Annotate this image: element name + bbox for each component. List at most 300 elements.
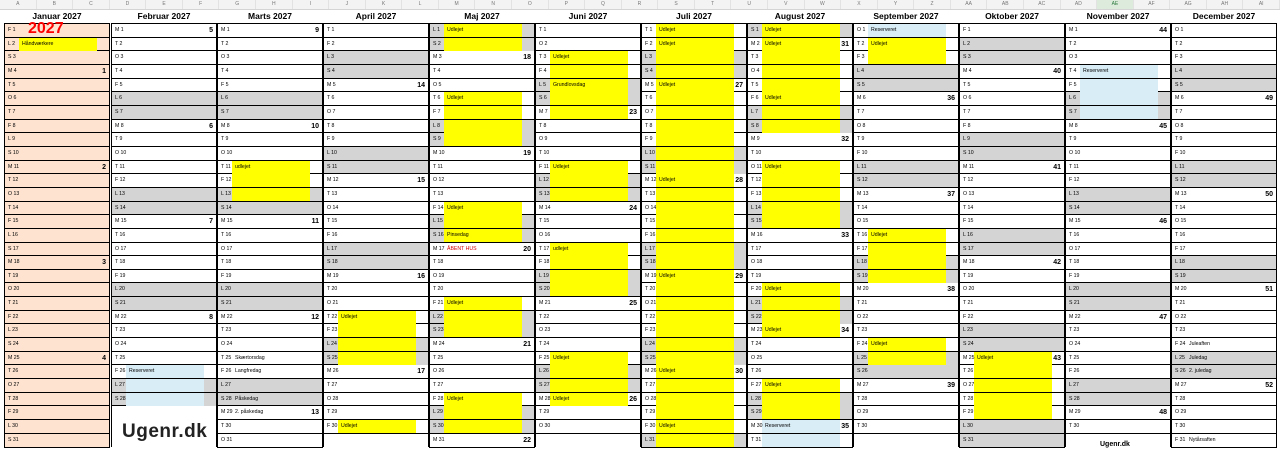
day-row[interactable] xyxy=(748,51,852,65)
day-row[interactable] xyxy=(960,338,1064,352)
column-header-U[interactable]: U xyxy=(731,0,768,9)
day-row[interactable] xyxy=(5,92,109,106)
day-row[interactable] xyxy=(324,92,428,106)
day-row[interactable] xyxy=(430,133,534,147)
day-row[interactable] xyxy=(854,393,958,407)
day-row[interactable] xyxy=(1066,147,1170,161)
day-row[interactable] xyxy=(960,406,1064,420)
day-row[interactable] xyxy=(430,65,534,79)
day-row[interactable] xyxy=(960,215,1064,229)
day-row[interactable] xyxy=(854,133,958,147)
day-row[interactable] xyxy=(430,283,534,297)
day-row[interactable] xyxy=(112,324,216,338)
day-row[interactable] xyxy=(960,188,1064,202)
day-row[interactable] xyxy=(1172,24,1276,38)
day-row[interactable] xyxy=(642,174,746,188)
column-header-M[interactable]: M xyxy=(439,0,476,9)
day-row[interactable] xyxy=(1066,92,1170,106)
day-row[interactable] xyxy=(854,92,958,106)
day-row[interactable] xyxy=(430,202,534,216)
day-row[interactable] xyxy=(748,161,852,175)
day-row[interactable] xyxy=(854,324,958,338)
day-row[interactable] xyxy=(748,174,852,188)
column-header-AG[interactable]: AG xyxy=(1170,0,1207,9)
day-row[interactable] xyxy=(536,338,640,352)
column-header-O[interactable]: O xyxy=(512,0,549,9)
day-row[interactable] xyxy=(1172,147,1276,161)
day-row[interactable] xyxy=(430,297,534,311)
day-row[interactable] xyxy=(430,406,534,420)
day-row[interactable] xyxy=(960,243,1064,257)
day-row[interactable] xyxy=(218,24,322,38)
day-row[interactable] xyxy=(1066,202,1170,216)
day-row[interactable] xyxy=(1172,434,1276,448)
day-row[interactable] xyxy=(324,256,428,270)
day-row[interactable] xyxy=(5,174,109,188)
day-row[interactable] xyxy=(642,365,746,379)
column-header-D[interactable]: D xyxy=(110,0,147,9)
day-row[interactable] xyxy=(1066,161,1170,175)
day-row[interactable] xyxy=(430,215,534,229)
column-header-X[interactable]: X xyxy=(841,0,878,9)
column-header-K[interactable]: K xyxy=(366,0,403,9)
day-row[interactable] xyxy=(748,297,852,311)
day-row[interactable] xyxy=(748,311,852,325)
day-row[interactable] xyxy=(1066,311,1170,325)
day-row[interactable] xyxy=(642,352,746,366)
day-row[interactable] xyxy=(1066,270,1170,284)
day-row[interactable] xyxy=(854,283,958,297)
day-row[interactable] xyxy=(536,202,640,216)
day-row[interactable] xyxy=(324,120,428,134)
day-row[interactable] xyxy=(536,256,640,270)
day-row[interactable] xyxy=(536,24,640,38)
day-row[interactable] xyxy=(960,283,1064,297)
day-row[interactable] xyxy=(430,393,534,407)
day-row[interactable] xyxy=(430,324,534,338)
day-row[interactable] xyxy=(642,188,746,202)
day-row[interactable] xyxy=(324,65,428,79)
day-row[interactable] xyxy=(536,120,640,134)
day-row[interactable] xyxy=(536,188,640,202)
column-header-R[interactable]: R xyxy=(622,0,659,9)
day-row[interactable] xyxy=(748,188,852,202)
day-row[interactable] xyxy=(324,79,428,93)
day-row[interactable] xyxy=(854,79,958,93)
day-row[interactable] xyxy=(748,65,852,79)
day-row[interactable] xyxy=(536,420,640,434)
day-row[interactable] xyxy=(748,406,852,420)
day-row[interactable] xyxy=(748,24,852,38)
day-row[interactable] xyxy=(218,229,322,243)
day-row[interactable] xyxy=(112,51,216,65)
day-row[interactable] xyxy=(218,174,322,188)
day-row[interactable] xyxy=(324,283,428,297)
column-header-F[interactable]: F xyxy=(183,0,220,9)
day-row[interactable] xyxy=(218,147,322,161)
day-row[interactable] xyxy=(430,24,534,38)
day-row[interactable] xyxy=(536,106,640,120)
day-row[interactable] xyxy=(1066,65,1170,79)
day-row[interactable] xyxy=(5,352,109,366)
column-header-AF[interactable]: AF xyxy=(1134,0,1171,9)
day-row[interactable] xyxy=(324,352,428,366)
day-row[interactable] xyxy=(1172,352,1276,366)
day-row[interactable] xyxy=(1172,161,1276,175)
day-row[interactable] xyxy=(112,338,216,352)
day-row[interactable] xyxy=(324,243,428,257)
day-row[interactable] xyxy=(1172,215,1276,229)
day-row[interactable] xyxy=(112,393,216,407)
day-row[interactable] xyxy=(536,297,640,311)
day-row[interactable] xyxy=(112,256,216,270)
day-row[interactable] xyxy=(642,215,746,229)
day-row[interactable] xyxy=(430,188,534,202)
day-row[interactable] xyxy=(324,106,428,120)
day-row[interactable] xyxy=(536,311,640,325)
day-row[interactable] xyxy=(1172,38,1276,52)
day-row[interactable] xyxy=(218,256,322,270)
day-row[interactable] xyxy=(960,79,1064,93)
day-row[interactable] xyxy=(1066,229,1170,243)
day-row[interactable] xyxy=(536,38,640,52)
day-row[interactable] xyxy=(1172,174,1276,188)
day-row[interactable] xyxy=(112,202,216,216)
day-row[interactable] xyxy=(748,79,852,93)
day-row[interactable] xyxy=(430,256,534,270)
day-row[interactable] xyxy=(960,174,1064,188)
day-row[interactable] xyxy=(748,283,852,297)
day-row[interactable] xyxy=(430,420,534,434)
day-row[interactable] xyxy=(536,434,640,448)
column-header-L[interactable]: L xyxy=(402,0,439,9)
day-row[interactable] xyxy=(536,174,640,188)
day-row[interactable] xyxy=(1066,133,1170,147)
day-row[interactable] xyxy=(324,174,428,188)
day-row[interactable] xyxy=(960,379,1064,393)
day-row[interactable] xyxy=(1172,133,1276,147)
day-row[interactable] xyxy=(1066,24,1170,38)
day-row[interactable] xyxy=(536,92,640,106)
day-row[interactable] xyxy=(642,324,746,338)
day-row[interactable] xyxy=(324,338,428,352)
day-row[interactable] xyxy=(960,106,1064,120)
column-header-AB[interactable]: AB xyxy=(987,0,1024,9)
day-row[interactable] xyxy=(324,147,428,161)
column-header-P[interactable]: P xyxy=(549,0,586,9)
day-row[interactable] xyxy=(960,24,1064,38)
day-row[interactable] xyxy=(748,338,852,352)
day-row[interactable] xyxy=(112,174,216,188)
day-row[interactable] xyxy=(854,365,958,379)
day-row[interactable] xyxy=(854,270,958,284)
day-row[interactable] xyxy=(430,229,534,243)
day-row[interactable] xyxy=(5,229,109,243)
day-row[interactable] xyxy=(748,215,852,229)
day-row[interactable] xyxy=(642,161,746,175)
day-row[interactable] xyxy=(642,92,746,106)
day-row[interactable] xyxy=(218,215,322,229)
day-row[interactable] xyxy=(536,215,640,229)
day-row[interactable] xyxy=(1172,243,1276,257)
day-row[interactable] xyxy=(854,147,958,161)
day-row[interactable] xyxy=(536,270,640,284)
day-row[interactable] xyxy=(430,243,534,257)
day-row[interactable] xyxy=(430,365,534,379)
day-row[interactable] xyxy=(430,434,534,448)
day-row[interactable] xyxy=(218,92,322,106)
day-row[interactable] xyxy=(112,106,216,120)
column-header-AD[interactable]: AD xyxy=(1061,0,1098,9)
day-row[interactable] xyxy=(1172,420,1276,434)
day-row[interactable] xyxy=(960,352,1064,366)
column-header-AH[interactable]: AH xyxy=(1207,0,1244,9)
day-row[interactable] xyxy=(430,120,534,134)
day-row[interactable] xyxy=(642,393,746,407)
day-row[interactable] xyxy=(642,65,746,79)
column-header-A[interactable]: A xyxy=(0,0,37,9)
day-row[interactable] xyxy=(5,38,109,52)
day-row[interactable] xyxy=(218,106,322,120)
column-header-G[interactable]: G xyxy=(219,0,256,9)
day-row[interactable] xyxy=(642,51,746,65)
day-row[interactable] xyxy=(536,79,640,93)
day-row[interactable] xyxy=(218,202,322,216)
day-row[interactable] xyxy=(1172,188,1276,202)
day-row[interactable] xyxy=(324,133,428,147)
day-row[interactable] xyxy=(324,38,428,52)
day-row[interactable] xyxy=(642,297,746,311)
day-row[interactable] xyxy=(218,120,322,134)
day-row[interactable] xyxy=(1172,229,1276,243)
column-header-H[interactable]: H xyxy=(256,0,293,9)
day-row[interactable] xyxy=(642,283,746,297)
column-header-V[interactable]: V xyxy=(768,0,805,9)
day-row[interactable] xyxy=(960,51,1064,65)
day-row[interactable] xyxy=(218,365,322,379)
day-row[interactable] xyxy=(430,106,534,120)
day-row[interactable] xyxy=(430,92,534,106)
day-row[interactable] xyxy=(1066,324,1170,338)
day-row[interactable] xyxy=(1066,106,1170,120)
day-row[interactable] xyxy=(112,188,216,202)
day-row[interactable] xyxy=(5,297,109,311)
day-row[interactable] xyxy=(642,38,746,52)
day-row[interactable] xyxy=(748,120,852,134)
day-row[interactable] xyxy=(960,297,1064,311)
day-row[interactable] xyxy=(1172,297,1276,311)
day-row[interactable] xyxy=(642,120,746,134)
day-row[interactable] xyxy=(960,92,1064,106)
day-row[interactable] xyxy=(1172,324,1276,338)
column-header-E[interactable]: E xyxy=(146,0,183,9)
day-row[interactable] xyxy=(854,161,958,175)
column-header-Q[interactable]: Q xyxy=(585,0,622,9)
day-row[interactable] xyxy=(112,24,216,38)
day-row[interactable] xyxy=(536,51,640,65)
day-row[interactable] xyxy=(112,379,216,393)
day-row[interactable] xyxy=(960,270,1064,284)
day-row[interactable] xyxy=(218,352,322,366)
day-row[interactable] xyxy=(854,174,958,188)
day-row[interactable] xyxy=(1066,338,1170,352)
day-row[interactable] xyxy=(218,297,322,311)
day-row[interactable] xyxy=(854,434,958,448)
day-row[interactable] xyxy=(536,393,640,407)
day-row[interactable] xyxy=(218,311,322,325)
day-row[interactable] xyxy=(1066,393,1170,407)
day-row[interactable] xyxy=(748,434,852,448)
day-row[interactable] xyxy=(1172,256,1276,270)
day-row[interactable] xyxy=(536,161,640,175)
day-row[interactable] xyxy=(5,283,109,297)
day-row[interactable] xyxy=(430,147,534,161)
day-row[interactable] xyxy=(430,161,534,175)
day-row[interactable] xyxy=(112,65,216,79)
day-row[interactable] xyxy=(324,311,428,325)
day-row[interactable] xyxy=(748,352,852,366)
day-row[interactable] xyxy=(536,243,640,257)
day-row[interactable] xyxy=(5,324,109,338)
day-row[interactable] xyxy=(430,311,534,325)
day-row[interactable] xyxy=(324,51,428,65)
day-row[interactable] xyxy=(5,215,109,229)
day-row[interactable] xyxy=(642,420,746,434)
day-row[interactable] xyxy=(5,133,109,147)
day-row[interactable] xyxy=(1066,379,1170,393)
day-row[interactable] xyxy=(854,215,958,229)
day-row[interactable] xyxy=(1066,243,1170,257)
day-row[interactable] xyxy=(5,120,109,134)
day-row[interactable] xyxy=(430,352,534,366)
day-row[interactable] xyxy=(642,79,746,93)
day-row[interactable] xyxy=(536,65,640,79)
day-row[interactable] xyxy=(960,147,1064,161)
day-row[interactable] xyxy=(112,161,216,175)
day-row[interactable] xyxy=(642,133,746,147)
day-row[interactable] xyxy=(854,202,958,216)
day-row[interactable] xyxy=(536,379,640,393)
day-row[interactable] xyxy=(1066,215,1170,229)
day-row[interactable] xyxy=(324,202,428,216)
day-row[interactable] xyxy=(854,24,958,38)
day-row[interactable] xyxy=(112,79,216,93)
day-row[interactable] xyxy=(536,365,640,379)
day-row[interactable] xyxy=(960,393,1064,407)
day-row[interactable] xyxy=(430,38,534,52)
day-row[interactable] xyxy=(748,202,852,216)
day-row[interactable] xyxy=(854,311,958,325)
column-header-W[interactable]: W xyxy=(805,0,842,9)
day-row[interactable] xyxy=(324,270,428,284)
day-row[interactable] xyxy=(854,120,958,134)
day-row[interactable] xyxy=(748,133,852,147)
day-row[interactable] xyxy=(960,256,1064,270)
day-row[interactable] xyxy=(218,79,322,93)
day-row[interactable] xyxy=(218,38,322,52)
day-row[interactable] xyxy=(642,24,746,38)
day-row[interactable] xyxy=(112,352,216,366)
day-row[interactable] xyxy=(430,51,534,65)
day-row[interactable] xyxy=(324,297,428,311)
day-row[interactable] xyxy=(112,92,216,106)
day-row[interactable] xyxy=(430,338,534,352)
day-row[interactable] xyxy=(218,51,322,65)
day-row[interactable] xyxy=(218,338,322,352)
day-row[interactable] xyxy=(536,406,640,420)
day-row[interactable] xyxy=(854,65,958,79)
day-row[interactable] xyxy=(536,147,640,161)
day-row[interactable] xyxy=(1066,51,1170,65)
day-row[interactable] xyxy=(218,420,322,434)
day-row[interactable] xyxy=(1066,297,1170,311)
day-row[interactable] xyxy=(112,283,216,297)
day-row[interactable] xyxy=(324,379,428,393)
day-row[interactable] xyxy=(218,243,322,257)
day-row[interactable] xyxy=(5,79,109,93)
day-row[interactable] xyxy=(218,133,322,147)
day-row[interactable] xyxy=(536,352,640,366)
day-row[interactable] xyxy=(536,324,640,338)
day-row[interactable] xyxy=(112,243,216,257)
day-row[interactable] xyxy=(5,243,109,257)
day-row[interactable] xyxy=(642,243,746,257)
day-row[interactable] xyxy=(748,324,852,338)
day-row[interactable] xyxy=(324,365,428,379)
day-row[interactable] xyxy=(1172,106,1276,120)
day-row[interactable] xyxy=(642,406,746,420)
day-row[interactable] xyxy=(642,311,746,325)
day-row[interactable] xyxy=(5,406,109,420)
day-row[interactable] xyxy=(1172,202,1276,216)
day-row[interactable] xyxy=(642,106,746,120)
day-row[interactable] xyxy=(5,147,109,161)
day-row[interactable] xyxy=(5,379,109,393)
day-row[interactable] xyxy=(960,65,1064,79)
day-row[interactable] xyxy=(642,434,746,448)
column-header-T[interactable]: T xyxy=(695,0,732,9)
day-row[interactable] xyxy=(5,106,109,120)
day-row[interactable] xyxy=(1066,406,1170,420)
day-row[interactable] xyxy=(854,229,958,243)
day-row[interactable] xyxy=(5,420,109,434)
day-row[interactable] xyxy=(324,434,428,448)
day-row[interactable] xyxy=(1066,283,1170,297)
day-row[interactable] xyxy=(748,229,852,243)
day-row[interactable] xyxy=(5,270,109,284)
day-row[interactable] xyxy=(5,202,109,216)
day-row[interactable] xyxy=(1172,120,1276,134)
column-header-S[interactable]: S xyxy=(658,0,695,9)
day-row[interactable] xyxy=(218,434,322,448)
day-row[interactable] xyxy=(748,92,852,106)
day-row[interactable] xyxy=(854,420,958,434)
day-row[interactable] xyxy=(854,243,958,257)
day-row[interactable] xyxy=(1066,79,1170,93)
day-row[interactable] xyxy=(218,65,322,79)
day-row[interactable] xyxy=(112,38,216,52)
day-row[interactable] xyxy=(854,297,958,311)
day-row[interactable] xyxy=(1172,365,1276,379)
day-row[interactable] xyxy=(1066,365,1170,379)
day-row[interactable] xyxy=(1066,120,1170,134)
day-row[interactable] xyxy=(854,51,958,65)
day-row[interactable] xyxy=(112,133,216,147)
column-header-AC[interactable]: AC xyxy=(1024,0,1061,9)
day-row[interactable] xyxy=(854,38,958,52)
day-row[interactable] xyxy=(960,311,1064,325)
day-row[interactable] xyxy=(1066,174,1170,188)
